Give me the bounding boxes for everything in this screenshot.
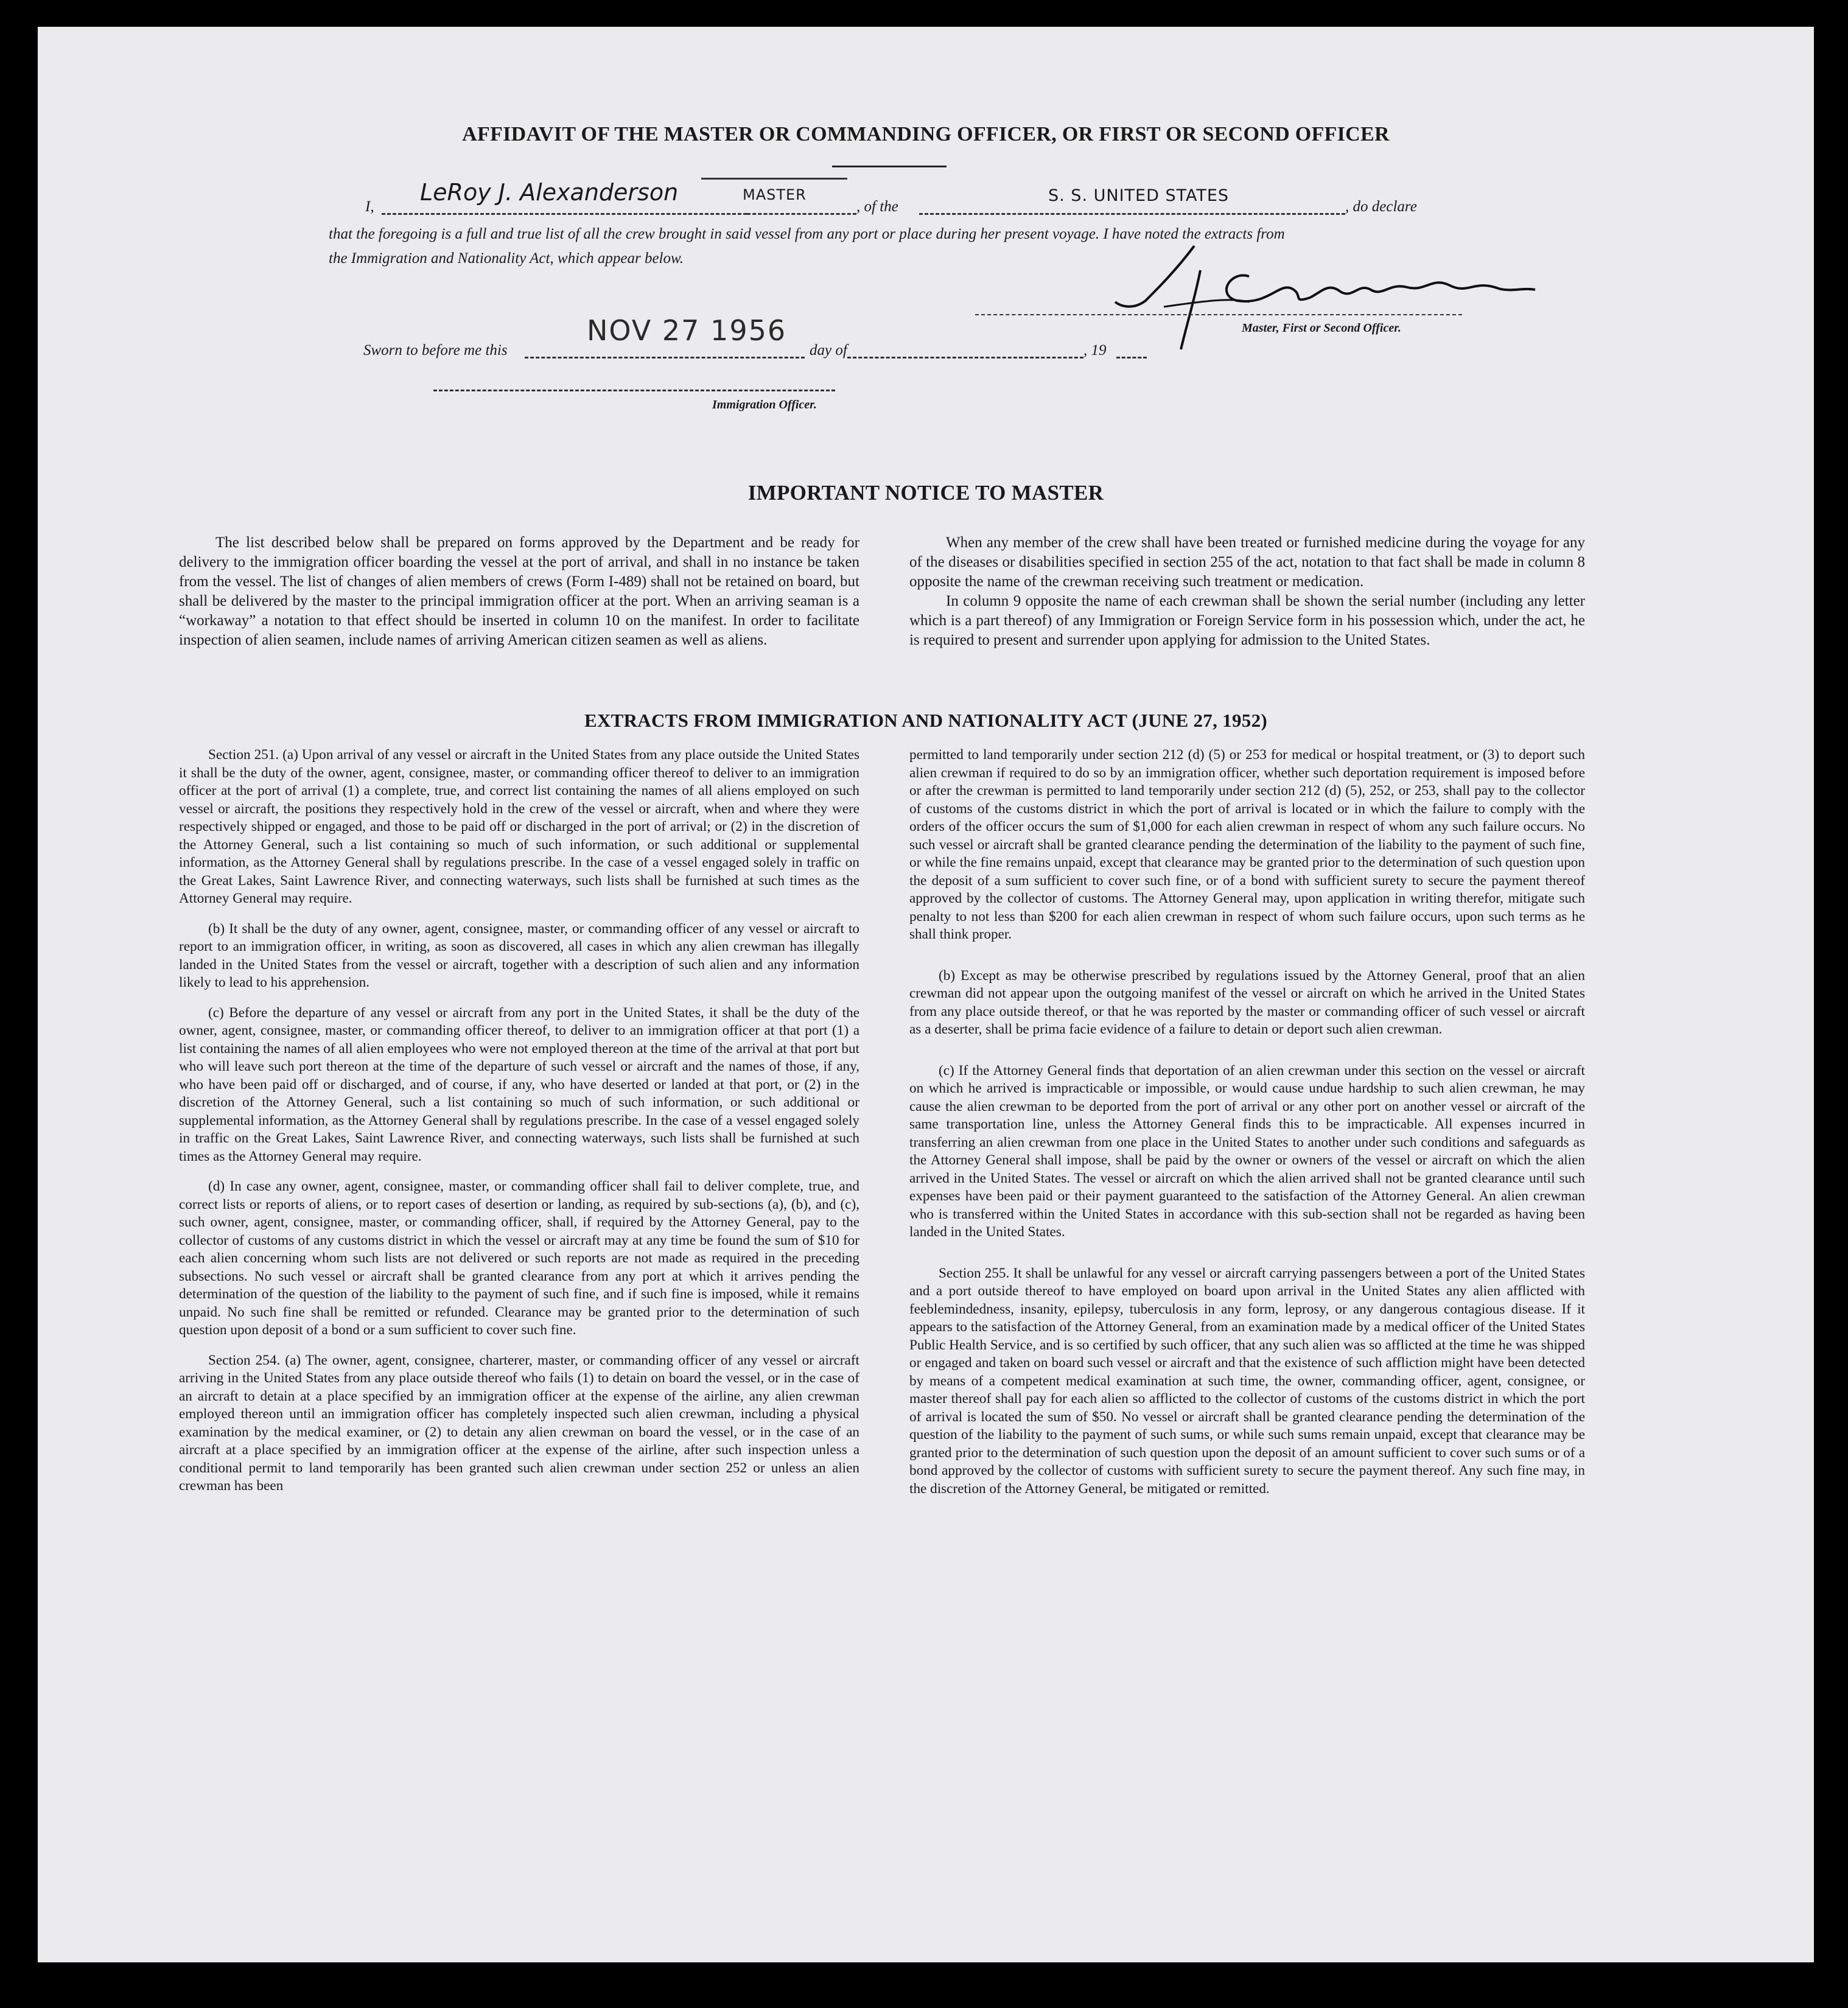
extracts-right-column	[909, 746, 1585, 1510]
section-254-a: Section 254. (a) The owner, agent, consignee, charterer, master, or commanding officer of any vessel or aircraft arriving in the United States from any place outside thereof who fails (1) to detain on board the vessel, or in the case of an aircraft to detain at a place specified by an immigration officer at the expense of the airline, any alien crewman employed thereon until an immigration officer has completely inspected such alien crewman, including a physical examination by the medical examiner, or (2) to detain any alien crewman on board the vessel, or in the case of an aircraft at a place specified by an immigration officer at the expense of the airline, after such inspection unless a conditional permit to land temporarily has been granted such alien crewman under section 252 or unless an alien crewman has been	[179, 1352, 859, 1494]
name-line	[382, 213, 747, 215]
affidavit-line-3: the Immigration and Nationality Act, which appear below.	[329, 250, 684, 267]
do-declare-text: , do declare	[1345, 198, 1417, 215]
of-the-text: , of the	[856, 198, 898, 215]
notice-right	[909, 533, 1585, 650]
section-251-d: (d) In case any owner, agent, consignee, master, or commanding officer shall fail to deliver complete, true, and correct lists or reports of aliens, or to report cases of desertion or landing, as required by sub-sections (a), (b), and (c), such owner, agent, consignee, master, or commanding officer, shall, if required by the Attorney General, pay to the collector of customs of any customs district in which the vessel or aircraft may at any time be found the sum of $10 for each alien concerning whom such lists are not delivered or such reports are not made as required in the preceding subsections. No such vessel or aircraft shall be granted clearance from any port at which it arrives pending the determination of the question of the liability to the payment of such fine, and if such fine is imposed, while it remains unpaid. No such fine shall be remitted or refunded. Clearance may be granted prior to the determination of such question upon deposit of a bond or a sum sufficient to cover such fine.	[179, 1178, 859, 1338]
vessel-name: S. S. UNITED STATES	[1048, 186, 1230, 205]
notice-right-text-1: When any member of the crew shall have been treated or furnished medicine during the voyage for any of the diseases or disabilities specified in section 255 of the act, notation to that fact shall be made in column 8 opposite the name of the crewman receiving such treatment or medication.	[909, 534, 1585, 590]
affidavit-title: AFFIDAVIT OF THE MASTER OR COMMANDING OFFICER, OR FIRST OR SECOND OFFICER	[462, 123, 1390, 145]
year-prefix: , 19	[1083, 342, 1107, 359]
handwritten-name: LeRoy J. Alexanderson	[420, 179, 679, 206]
master-signature	[1109, 234, 1559, 355]
affidavit-line-2: that the foregoing is a full and true list of all the crew brought in said vessel from any port or place during her present voyage. I have noted the extracts from	[329, 226, 1285, 242]
sworn-month-line	[847, 357, 1083, 359]
section-251-a: Section 251. (a) Upon arrival of any vessel or aircraft in the United States from any place outside the United States it shall be the duty of the owner, agent, consignee, master, or commanding officer thereof to deliver to an immigration officer at the port of arrival (1) a complete, true, and correct list containing the names of all aliens employed on such vessel or aircraft, the positions they respectively hold in the crew of the vessel or aircraft, when and where they were respectively shipped or engaged, and those to be paid off or discharged in the port of arrival; or (2) in the discretion of the Attorney General, such a list containing so much of such information, or such additional or supplemental information, as the Attorney General shall by regulations prescribe. In the case of a vessel engaged solely in traffic on the Great Lakes, Saint Lawrence River, and connecting waterways, such lists shall be furnished at such times as the Attorney General may require.	[179, 747, 859, 906]
signature-caption: Master, First or Second Officer.	[1242, 321, 1401, 335]
section-254-c: (c) If the Attorney General finds that deportation of an alien crewman under this section on the vessel or aircraft on which he arrived is impracticable or impossible, or would cause undue hardship to such alien crewman, he may cause the alien crewman to be deported from the port of arrival or any other port on another vessel or aircraft of the same transportation line, unless the Attorney General finds this to be impracticable. All expenses incurred in transferring an alien crewman from one place in the United States to another under such conditions and safeguards as the Attorney General shall impose, shall be paid by the owner or owners of the vessel or aircraft on which the alien arrived in the United States. The vessel or aircraft on which the alien arrived shall not be granted clearance until such expenses have been paid or their payment guaranteed to the satisfaction of the Attorney General. An alien crewman who is transferred within the United States in accordance with this sub-section shall not be regarded as having been landed in the United States.	[909, 1062, 1585, 1240]
section-254-a-continued: permitted to land temporarily under section 212 (d) (5) or 253 for medical or hospital treatment, or (3) to deport such alien crewman if required to do so by an immigration officer, whether such deportation requirement is imposed before or after the crewman is permitted to land temporarily under section 212 (d) (5), 252, or 253, shall pay to the collector of customs of the customs district in which the port of arrival is located or in which the failure to comply with the orders of the officer occurs the sum of $1,000 for each alien crewman in respect of whom any such failure occurs. No such vessel or aircraft shall be granted clearance pending the determination of the liability to the payment of such fine, or while the fine remains unpaid, except that clearance may be granted prior to the determination of such question upon the deposit of a sum sufficient to cover such fine, or of a bond with sufficient surety to secure the payment thereof approved by the collector of customs. The Attorney General may, upon application in writing therefor, mitigate such penalty to not less than $200 for each alien crewman in respect of whom such failure occurs, upon such terms as he shall think proper.	[909, 747, 1585, 942]
day-of-text: day of	[810, 342, 847, 359]
rank-typed: MASTER	[743, 186, 807, 203]
rank-line	[747, 213, 856, 215]
officer-line	[433, 390, 835, 391]
extracts-title: EXTRACTS FROM IMMIGRATION AND NATIONALITY ACT (JUNE 27, 1952)	[584, 710, 1268, 731]
signature-line	[975, 314, 1462, 315]
year-line	[1116, 357, 1147, 359]
section-251-b: (b) It shall be the duty of any owner, agent, consignee, master, or commanding officer of any vessel or aircraft to report to an immigration officer, in writing, as soon as discovered, all cases in which any alien crewman has illegally landed in the United States from the vessel or aircraft, together with a description of such alien and any information likely to lead to his apprehension.	[179, 920, 859, 990]
extracts-left-column	[179, 746, 859, 1508]
notice-title: IMPORTANT NOTICE TO MASTER	[747, 481, 1104, 505]
notice-right-text-2: In column 9 opposite the name of each crewman shall be shown the serial number (including any letter which is a part thereof) of any Immigration or Foreign Service form in his possession which, under the act, he is required to present and surrender upon applying for admission to the United States.	[909, 593, 1585, 648]
title-rule	[832, 166, 947, 167]
section-255: Section 255. It shall be unlawful for any vessel or aircraft carrying passengers between a port of the United States and a port outside thereof to have employed on board upon arrival in the United States any alien afflicted with feeblemindedness, insanity, epilepsy, tuberculosis in any form, leprosy, or any dangerous contagious disease. If it appears to the satisfaction of the Attorney General, from an examination made by a medical officer of the United States Public Health Service, and is so certified by such officer, that any such alien was so afflicted at the time he was shipped or engaged and taken on board such vessel or aircraft and that the existence of such affliction might have been detected by means of a competent medical examination at such time, the owner, commanding officer, agent, consignee, or master thereof shall pay for each alien so afflicted to the collector of customs of the customs district in which the port of arrival is located the sum of $50. No vessel or aircraft shall be granted clearance pending the determination of the question of the liability to the payment of such sums, or while such sums remain unpaid, except that clearance may be granted prior to the determination of such question upon the deposit of an amount sufficient to cover such sums or of a bond approved by the collector of customs with sufficient surety to secure the payment thereof. Any such fine may, in the discretion of the Attorney General, be mitigated or remitted.	[909, 1265, 1585, 1497]
sworn-label: Sworn to before me this	[363, 342, 508, 359]
rank-mark	[701, 178, 847, 180]
date-stamp: NOV 27 1956	[587, 314, 787, 347]
vessel-line	[919, 213, 1345, 215]
affidavit-i: I,	[365, 198, 374, 215]
section-251-c: (c) Before the departure of any vessel or aircraft from any port in the United States, it shall be the duty of the owner, agent, consignee, master, or commanding officer thereof, to deliver to an immigration officer at that port (1) a list containing the names of all alien employees who were not employed thereon at the time of the arrival at that port but who will leave such port thereon at the time of the departure of such vessel or aircraft and the names of those, if any, who have been paid off or discharged, and of course, if any, who have deserted or landed at that port, or (2) in the discretion of the Attorney General, such a list containing so much of such information, or such additional or supplemental information, as the Attorney General shall by regulations prescribe. In the case of a vessel engaged solely in traffic on the Great Lakes, Saint Lawrence River, and connecting waterways, such lists shall be furnished at such times as the Attorney General may require.	[179, 1004, 859, 1164]
document-page	[38, 27, 1814, 1962]
section-254-b: (b) Except as may be otherwise prescribed by regulations issued by the Attorney General, proof that an alien crewman did not appear upon the outgoing manifest of the vessel or aircraft on which he arrived in the United States from any place outside thereof, or that he was reported by the master or commanding officer of such vessel or aircraft as a deserter, shall be prima facie evidence of a failure to detain or deport such alien crewman.	[909, 967, 1585, 1037]
sworn-day-line	[525, 357, 805, 359]
notice-left-text: The list described below shall be prepared on forms approved by the Department and be ready for delivery to the immigration officer boarding the vessel at the port of arrival, and shall in no instance be taken from the vessel. The list of changes of alien members of crews (Form I-489) shall not be retained on board, but shall be delivered by the master to the principal immigration officer at the port. When an arriving seaman is a “workaway” a notation to that effect should be inserted in column 10 on the manifest. In order to facilitate inspection of alien seamen, include names of arriving American citizen seamen as well as aliens.	[179, 534, 859, 648]
immigration-officer-caption: Immigration Officer.	[712, 398, 817, 411]
notice-left	[179, 533, 859, 650]
